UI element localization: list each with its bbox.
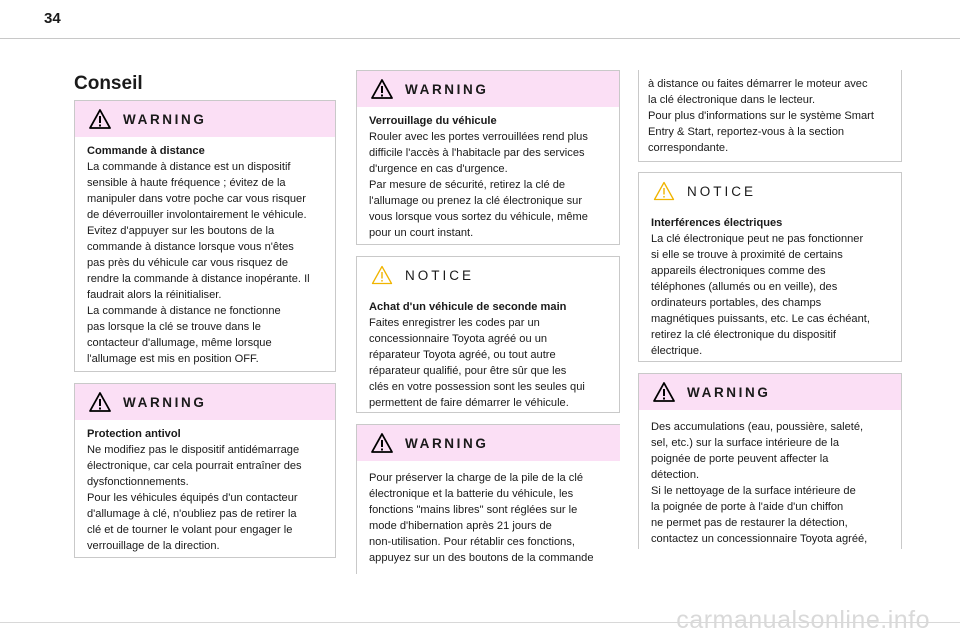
section-title: Conseil [74,73,143,94]
box-text: La commande à distance est un dispositif sensible à haute fréquence ; évitez de la manipuler dans votre poche car vous risquer de déverrouiller involontairement le véhicule. Evitez d'appuyer sur les boutons de la commande à distance lorsque vous n'êtes pas près du véhicule car vous risquez de rendre la commande à distance inopérante. Il faudrait alors la réinitialiser. La commande à distance ne fonctionne pas lorsque la clé se trouve dans le contacteur d'allumage, même lorsque l'allumage est mis en position OFF. [87,161,310,365]
box-text: Faites enregistrer les codes par un concessionnaire Toyota agréé ou un réparateur Toyota agréé, ou tout autre réparateur qualifié, pour être sûr que les clés en votre possession sont les seules qui permettent de faire démarrer le véhicule. [369,317,585,409]
notice-box-electrical-interference [638,172,902,362]
warning-header [639,374,901,410]
warning-label: WARNING [123,111,207,127]
warning-header [357,71,619,107]
warning-box-vehicle-locking [356,70,620,245]
warning-box-hibernation [356,424,620,574]
warning-label: WARNING [405,435,489,451]
warning-triangle-icon [371,79,393,99]
warning-header [357,425,620,461]
continuation-rule-bottom [638,161,902,162]
box-text: Rouler avec les portes verrouillées rend plus difficile l'accès à l'habitacle par des services d'urgence en cas d'urgence. Par mesure de sécurité, retirez la clé de l'allumage ou prenez la clé électronique sur vous lorsque vous sortez du véhicule, même pour un court instant. [369,131,588,239]
warning-label: WARNING [123,394,207,410]
warning-header [75,384,335,420]
box-text: Des accumulations (eau, poussière, saleté, sel, etc.) sur la surface intérieure de la poignée de porte peuvent affecter la détection. Si le nettoyage de la surface intérieure de la poignée de porte à l'aide d'un chiffon ne permet pas de restaurer la détection, contactez un concessionnaire Toyota agréé, [651,421,868,545]
notice-header [357,257,619,293]
watermark: carmanualsonline.info [676,606,930,634]
box-subtitle: Commande à distance [87,145,205,157]
notice-label: NOTICE [687,183,757,199]
notice-label: NOTICE [405,267,475,283]
warning-triangle-icon [653,382,675,402]
box-text: La clé électronique peut ne pas fonctionner si elle se trouve à proximité de certains appareils électroniques comme des téléphones (allumés ou en veille), des ordinateurs portables, des champs magnétiques puissants, etc. Le cas échéant, retirez la clé électronique du dispositif électrique. [651,233,870,357]
warning-triangle-icon [89,109,111,129]
box-text: Ne modifiez pas le dispositif antidémarrage électronique, car cela pourrait entraîner des dysfonctionnements. Pour les véhicules équipés d'un contacteur d'allumage à clé, n'oubliez pas de retirer la clé et de tourner le volant pour engager le verrouillage de la direction. [87,444,302,552]
top-rule [0,38,960,39]
warning-box-anti-theft [74,383,336,558]
box-text: Pour préserver la charge de la pile de la clé électronique et la batterie du véhicule, les fonctions "mains libres" sont réglées sur le mode d'hibernation après 21 jours de non-utilisation. Pour rétablir ces fonctions, appuyez sur un des boutons de la commande [369,472,594,564]
notice-header [639,173,901,209]
warning-box-door-handle [638,373,902,549]
box-subtitle: Protection antivol [87,428,181,440]
notice-triangle-icon [653,181,675,201]
continuation-rule-right [901,70,902,162]
page-number: 34 [44,10,61,27]
warning-box-remote-control [74,100,336,372]
continuation-rule-left [638,70,639,162]
box-subtitle: Verrouillage du véhicule [369,115,497,127]
notice-triangle-icon [371,265,393,285]
warning-label: WARNING [687,384,771,400]
warning-header [75,101,335,137]
box-subtitle: Interférences électriques [651,217,783,229]
continuation-text: à distance ou faites démarrer le moteur avec la clé électronique dans le lecteur. Pour plus d'informations sur le système Smart Entry & Start, reportez-vous à la section correspondante. [648,78,874,154]
notice-box-used-vehicle [356,256,620,413]
warning-triangle-icon [371,433,393,453]
box-subtitle: Achat d'un véhicule de seconde main [369,301,567,313]
warning-triangle-icon [89,392,111,412]
warning-label: WARNING [405,81,489,97]
